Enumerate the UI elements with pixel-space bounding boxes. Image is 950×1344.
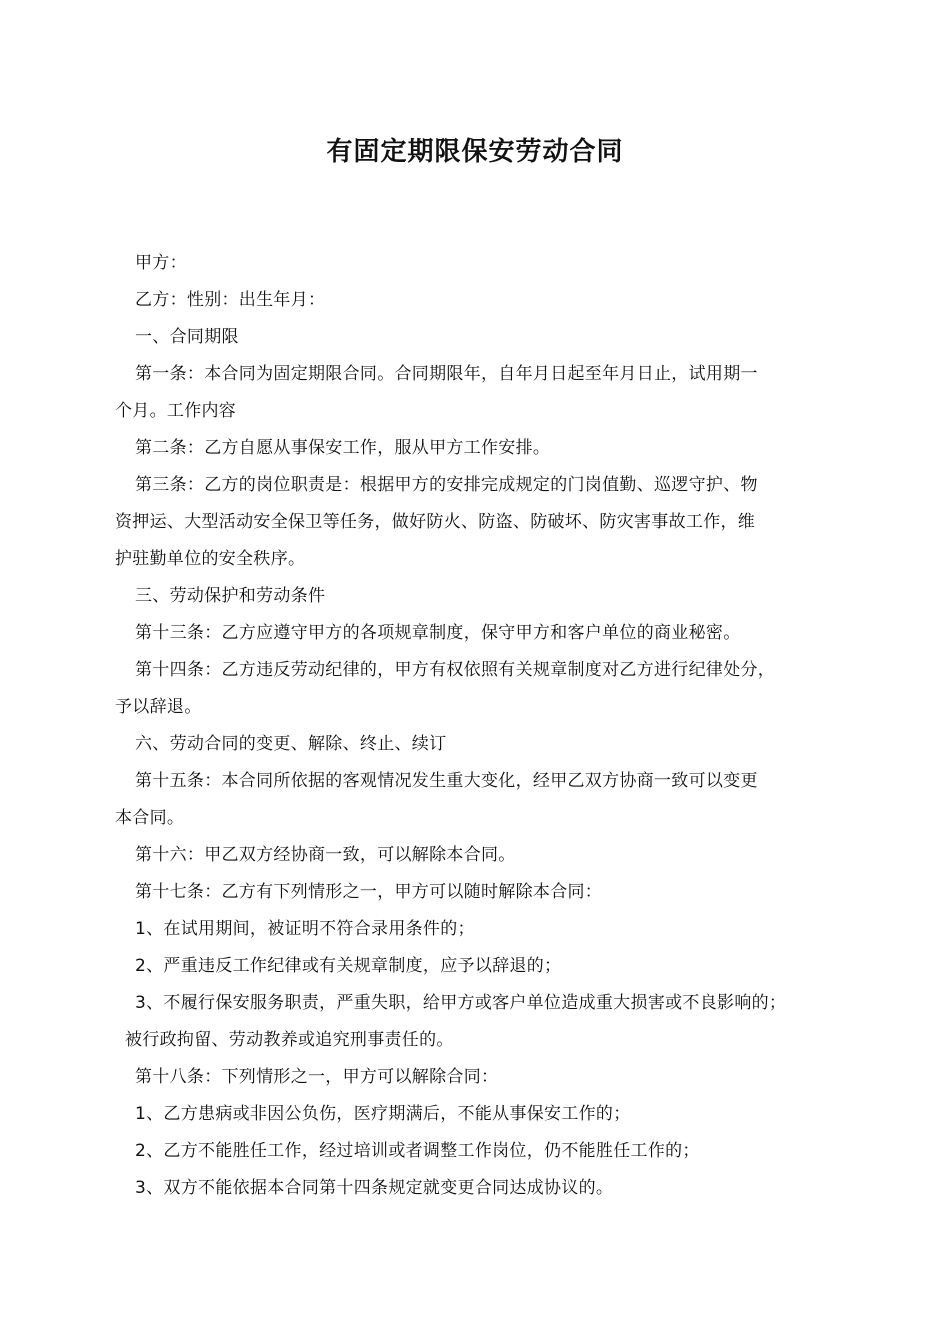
section-heading: 六、劳动合同的变更、解除、终止、续订 bbox=[135, 734, 447, 754]
party-a-line: 甲方： bbox=[135, 253, 187, 273]
paragraph-line: 第十八条：下列情形之一，甲方可以解除合同： bbox=[135, 1067, 499, 1087]
paragraph-line: 第十六：甲乙双方经协商一致，可以解除本合同。 bbox=[135, 845, 516, 865]
paragraph-line: 第十三条：乙方应遵守甲方的各项规章制度，保守甲方和客户单位的商业秘密。 bbox=[135, 623, 741, 643]
paragraph-line: 本合同。 bbox=[115, 808, 185, 828]
list-item-continuation: 被行政拘留、劳动教养或追究刑事责任的。 bbox=[125, 1030, 454, 1050]
section-heading: 三、劳动保护和劳动条件 bbox=[135, 586, 326, 606]
document-title: 有固定期限保安劳动合同 bbox=[326, 137, 624, 167]
party-b-line: 乙方：性别：出生年月： bbox=[135, 290, 326, 310]
paragraph-line: 第二条：乙方自愿从事保安工作，服从甲方工作安排。 bbox=[135, 438, 551, 458]
list-item: 3、不履行保安服务职责，严重失职，给甲方或客户单位造成重大损害或不良影响的； bbox=[135, 993, 787, 1013]
paragraph-line: 第三条：乙方的岗位职责是：根据甲方的安排完成规定的门岗值勤、巡逻守护、物 bbox=[135, 475, 758, 495]
list-item: 3、双方不能依据本合同第十四条规定就变更合同达成协议的。 bbox=[135, 1178, 614, 1198]
paragraph-line: 第一条：本合同为固定期限合同。合同期限年，自年月日起至年月日止，试用期一 bbox=[135, 364, 758, 384]
paragraph-line: 个月。工作内容 bbox=[115, 401, 237, 421]
paragraph-line: 资押运、大型活动安全保卫等任务，做好防火、防盗、防破坏、防灾害事故工作，维 bbox=[115, 512, 756, 532]
list-item: 2、严重违反工作纪律或有关规章制度，应予以辞退的； bbox=[135, 956, 562, 976]
list-item: 2、乙方不能胜任工作，经过培训或者调整工作岗位，仍不能胜任工作的； bbox=[135, 1141, 700, 1161]
paragraph-line: 第十五条：本合同所依据的客观情况发生重大变化，经甲乙双方协商一致可以变更 bbox=[135, 771, 758, 791]
list-item: 1、在试用期间，被证明不符合录用条件的； bbox=[135, 919, 475, 939]
list-item: 1、乙方患病或非因公负伤，医疗期满后，不能从事保安工作的； bbox=[135, 1104, 631, 1124]
paragraph-line: 护驻勤单位的安全秩序。 bbox=[115, 549, 306, 569]
section-heading: 一、合同期限 bbox=[135, 327, 239, 347]
document-body bbox=[115, 245, 855, 1207]
paragraph-line: 予以辞退。 bbox=[115, 697, 202, 717]
paragraph-line: 第十四条：乙方违反劳动纪律的，甲方有权依照有关规章制度对乙方进行纪律处分， bbox=[135, 660, 776, 680]
paragraph-line: 第十七条：乙方有下列情形之一，甲方可以随时解除本合同： bbox=[135, 882, 603, 902]
